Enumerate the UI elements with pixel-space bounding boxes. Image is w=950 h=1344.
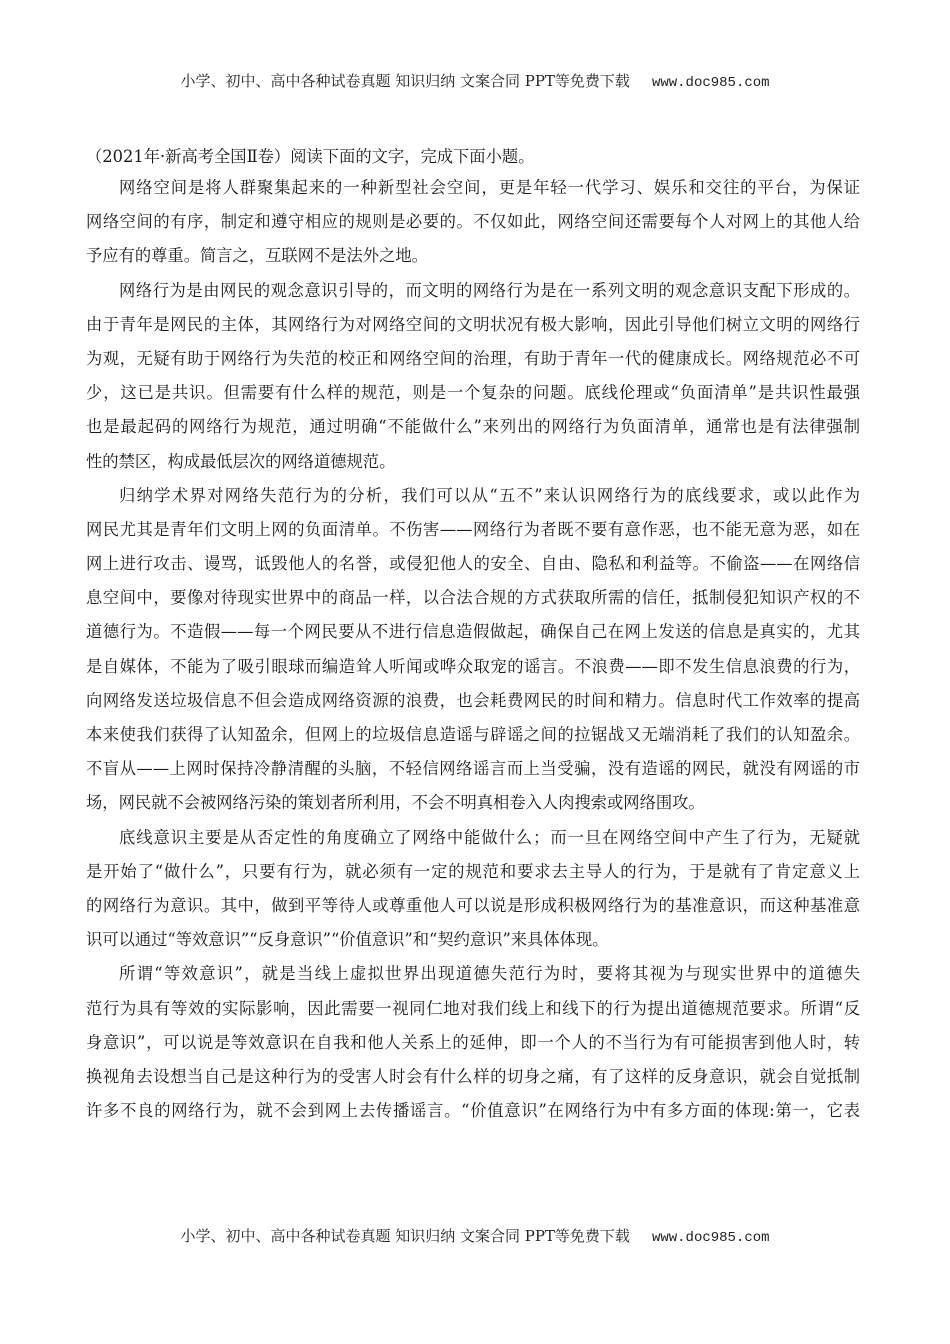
- document-body: [86, 146, 860, 1134]
- paragraph-line: 不盲从——上网时保持冷静清醒的头脑，不轻信网络谣言而上当受骗，没有造谣的网民，就没有网谣的市: [86, 759, 860, 779]
- paragraph: [86, 177, 860, 280]
- paragraph-line: 网上进行攻击、谩骂，诋毁他人的名誉，或侵犯他人的安全、自由、隐私和利益等。不偷盗——在网络信: [86, 554, 860, 574]
- paragraph-line: 网民尤其是青年们文明上网的负面清单。不伤害——网络行为者既不要有意作恶，也不能无意为恶，如在: [86, 519, 860, 539]
- page-footer: [0, 1225, 950, 1246]
- paragraph-line: 换视角去设想当自己是这种行为的受害人时会有什么样的切身之痛，有了这样的反身意识，就会自觉抵制: [86, 1066, 860, 1086]
- paragraph-line: 向网络发送垃圾信息不但会造成网络资源的浪费，也会耗费网民的时间和精力。信息时代工作效率的提高: [86, 690, 860, 710]
- paragraph-line: 所谓“等效意识”，就是当线上虚拟世界出现道德失范行为时，要将其视为与现实世界中的道德失: [119, 964, 860, 984]
- paragraph: [86, 485, 860, 827]
- passage: [86, 177, 860, 1134]
- paragraph-line: 是开始了“做什么”，只要有行为，就必须有一定的规范和要求去主导人的行为，于是就有了肯定意义上: [86, 861, 860, 881]
- paragraph-line: 少，这已是共识。但需要有什么样的规范，则是一个复杂的问题。底线伦理或“负面清单”是共识性最强: [86, 383, 860, 403]
- paragraph-line: 性的禁区，构成最低层次的网络道德规范。: [86, 451, 396, 471]
- paragraph-line: 网络空间的有序，制定和遵守相应的规则是必要的。不仅如此，网络空间还需要每个人对网上的其他人给: [86, 212, 860, 232]
- paragraph-line: 由于青年是网民的主体，其网络行为对网络空间的文明状况有极大影响，因此引导他们树立文明的网络行: [86, 314, 860, 334]
- paragraph-line: 道德行为。不造假——每一个网民要从不进行信息造假做起，确保自己在网上发送的信息是真实的，尤其: [86, 622, 860, 642]
- paragraph-line: 也是最起码的网络行为规范，通过明确“不能做什么”来列出的网络行为负面清单，通常也是有法律强制: [86, 417, 860, 437]
- page-header: [0, 70, 950, 91]
- paragraph: [86, 280, 860, 485]
- paragraph-line: 底线意识主要是从否定性的角度确立了网络中能做什么；而一旦在网络空间中产生了行为，无疑就: [119, 827, 860, 847]
- paragraph-line: 本来使我们获得了认知盈余，但网上的垃圾信息造谣与辟谣之间的拉锯战又无端消耗了我们的认知盈余。: [86, 725, 860, 744]
- paragraph-line: 网络空间是将人群聚集起来的一种新型社会空间，更是年轻一代学习、娱乐和交往的平台，为保证: [119, 178, 860, 197]
- header-text: 小学、初中、高中各种试卷真题 知识归纳 文案合同 PPT等免费下载: [180, 72, 630, 90]
- header-url: www.doc985.com: [651, 75, 770, 91]
- paragraph-line: 归纳学术界对网络失范行为的分析，我们可以从“五不”来认识网络行为的底线要求，或以此作为: [119, 485, 860, 505]
- paragraph-line: 场，网民就不会被网络污染的策划者所利用，不会不明真相卷入人肉搜索或网络围攻。: [86, 793, 705, 813]
- paragraph: [86, 827, 860, 964]
- paragraph: [86, 963, 860, 1134]
- footer-url: www.doc985.com: [651, 1230, 770, 1246]
- question-title: （2021年·新高考全国Ⅱ卷）阅读下面的文字，完成下面小题。: [86, 147, 535, 166]
- paragraph-line: 是自媒体，不能为了吸引眼球而编造耸人听闻或哗众取宠的谣言。不浪费——即不发生信息浪费的行为，: [86, 656, 860, 676]
- paragraph-line: 识可以通过“等效意识”“反身意识”“价值意识”和“契约意识”来具体体现。: [86, 930, 609, 950]
- paragraph-line: 的网络行为意识。其中，做到平等待人或尊重他人可以说是形成积极网络行为的基准意识，而这种基准意: [86, 895, 860, 915]
- paragraph-line: 予应有的尊重。简言之，互联网不是法外之地。: [86, 246, 428, 266]
- paragraph-line: 许多不良的网络行为，就不会到网上去传播谣言。“价值意识”在网络行为中有多方面的体现:第一，它表: [86, 1101, 860, 1121]
- paragraph-line: 范行为具有等效的实际影响，因此需要一视同仁地对我们线上和线下的行为提出道德规范要求。所谓“反: [86, 998, 860, 1018]
- paragraph-line: 息空间中，要像对待现实世界中的商品一样，以合法合规的方式获取所需的信任，抵制侵犯知识产权的不: [86, 588, 860, 608]
- paragraph-line: 身意识”，可以说是等效意识在自我和他人关系上的延伸，即一个人的不当行为有可能损害到他人时，转: [86, 1032, 860, 1052]
- paragraph-line: 为观，无疑有助于网络行为失范的校正和网络空间的治理，有助于青年一代的健康成长。网络规范必不可: [86, 348, 860, 368]
- footer-text: 小学、初中、高中各种试卷真题 知识归纳 文案合同 PPT等免费下载: [180, 1227, 630, 1245]
- paragraph-line: 网络行为是由网民的观念意识引导的，而文明的网络行为是在一系列文明的观念意识支配下形成的。: [119, 280, 860, 300]
